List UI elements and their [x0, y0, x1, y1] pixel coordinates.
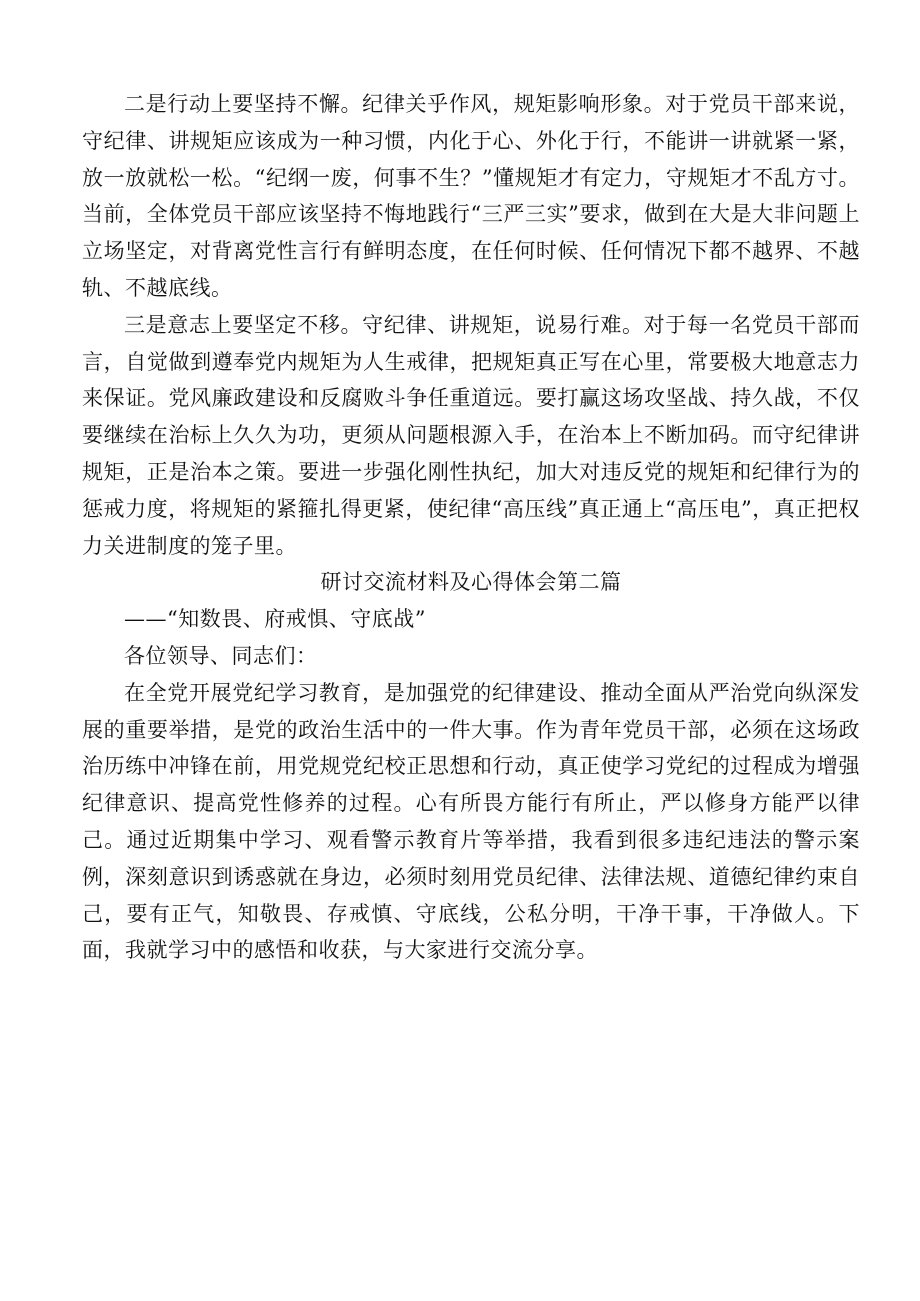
subtitle: ——“知数畏、府戒惧、守底战” — [124, 607, 426, 632]
paragraph-action: 二是行动上要坚持不懈。纪律关乎作风，规矩影响形象。对于党员干部来说，守纪律、讲规矩应该成为一种习惯，内化于心、外化于行，不能讲一讲就紧一紧，放一放就松一松。“纪纲一废，何事不生？”懂规矩才有定力，守规矩才不乱方寸。当前，全体党员干部应该坚持不悔地践行“三严三实”要求，做到在大是大非问题上立场坚定，对背离党性言行有鲜明态度，在任何时候、任何情况下都不越界、不越轨、不越底线。 — [82, 92, 860, 300]
section-title: 研讨交流材料及心得体会第二篇 — [320, 570, 622, 595]
document-page — [82, 86, 860, 969]
body-paragraph: 在全党开展党纪学习教育，是加强党的纪律建设、推动全面从严治党向纵深发展的重要举措，是党的政治生活中的一件大事。作为青年党员干部，必须在这场政治历练中冲锋在前，用党规党纪校正思想和行动，真正使学习党纪的过程成为增强纪律意识、提高党性修养的过程。心有所畏方能行有所止，严以修身方能严以律己。通过近期集中学习、观看警示教育片等举措，我看到很多违纪违法的警示案例，深刻意识到诱惑就在身边，必须时刻用党员纪律、法律法规、道德纪律约束自己，要有正气，知敬畏、存戒慎、守底线，公私分明，干净干事，干净做人。下面，我就学习中的感悟和收获，与大家进行交流分享。 — [82, 680, 860, 963]
salutation: 各位领导、同志们： — [124, 643, 318, 668]
paragraph-will: 三是意志上要坚定不移。守纪律、讲规矩，说易行难。对于每一名党员干部而言，自觉做到遵奉党内规矩为人生戒律，把规矩真正写在心里，常要极大地意志力来保证。党风廉政建设和反腐败斗争任重道远。要打赢这场攻坚战、持久战，不仅要继续在治标上久久为功，更须从问题根源入手，在治本上不断加码。而守纪律讲规矩，正是治本之策。要进一步强化刚性执纪，加大对违反党的规矩和纪律行为的惩戒力度，将规矩的紧箍扎得更紧，使纪律“高压线”真正通上“高压电”，真正把权力关进制度的笼子里。 — [82, 312, 860, 558]
